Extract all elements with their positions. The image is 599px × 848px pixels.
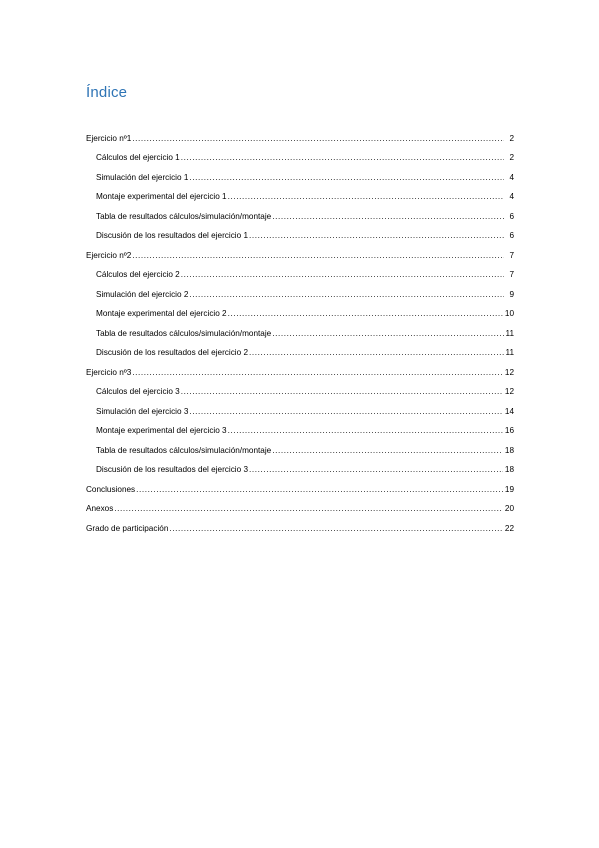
toc-entry-label: Ejercicio nº2 [86,250,132,260]
toc-entry-page-number: 2 [504,134,514,144]
toc-entry-page-number: 11 [505,348,514,357]
toc-entry-subsection[interactable] [86,261,514,281]
toc-dot-leader [136,485,503,495]
toc-entry-subsection[interactable] [86,456,514,476]
toc-dot-leader [228,426,503,436]
toc-entry-label: Simulación del ejercicio 2 [96,289,189,299]
toc-dot-leader [114,504,503,514]
toc-entry-label: Cálculos del ejercicio 2 [96,270,180,279]
toc-entry-page-number: 18 [504,465,514,474]
toc-dot-leader [181,387,503,397]
toc-entry-label: Montaje experimental del ejercicio 2 [96,309,227,318]
toc-dot-leader [189,290,504,300]
toc-entry-label: Tabla de resultados cálculos/simulación/montaje [96,445,272,455]
toc-entry-label: Anexos [86,504,114,513]
toc-entry-subsection[interactable] [86,339,514,359]
toc-entry-page-number: 2 [504,153,514,163]
toc-entry-label: Simulación del ejercicio 1 [96,172,189,182]
toc-entry-page-number: 22 [504,523,514,533]
toc-dot-leader [228,192,504,202]
toc-entry-section[interactable] [86,514,514,534]
toc-entry-section[interactable] [86,475,514,495]
toc-entry-subsection[interactable] [86,436,514,456]
toc-entry-page-number: 14 [504,406,514,416]
toc-entry-page-number: 20 [504,504,514,513]
toc-dot-leader [249,465,503,475]
toc-entry-label: Simulación del ejercicio 3 [96,406,189,416]
toc-entry-subsection[interactable] [86,417,514,437]
toc-entry-subsection[interactable] [86,378,514,398]
toc-entry-label: Ejercicio nº3 [86,367,132,377]
toc-entry-page-number: 18 [504,445,514,455]
toc-entry-page-number: 19 [504,484,514,494]
toc-entry-page-number: 4 [504,192,514,202]
toc-entry-page-number: 12 [504,387,514,396]
toc-entry-page-number: 10 [504,309,514,318]
toc-entry-page-number: 9 [504,290,514,300]
toc-dot-leader [181,270,504,280]
toc-entry-label: Cálculos del ejercicio 3 [96,387,180,396]
toc-dot-leader [189,407,503,417]
table-of-contents [86,124,514,534]
toc-title: Índice [86,84,128,101]
toc-entry-subsection[interactable] [86,300,514,320]
toc-entry-label: Tabla de resultados cálculos/simulación/montaje [96,328,272,338]
toc-dot-leader [249,231,504,241]
toc-entry-label: Montaje experimental del ejercicio 3 [96,426,227,435]
toc-entry-label: Conclusiones [86,484,136,494]
toc-entry-label: Tabla de resultados cálculos/simulación/montaje [96,211,272,221]
toc-entry-label: Grado de participación [86,523,169,533]
toc-dot-leader [132,251,504,261]
toc-entry-subsection[interactable] [86,144,514,164]
toc-entry-subsection[interactable] [86,202,514,222]
toc-dot-leader [272,212,504,222]
toc-entry-page-number: 11 [505,328,514,338]
toc-entry-page-number: 6 [504,212,514,222]
toc-entry-section[interactable] [86,124,514,144]
toc-entry-label: Discusión de los resultados del ejercicio 2 [96,348,249,357]
toc-entry-subsection[interactable] [86,183,514,203]
toc-dot-leader [249,348,503,358]
toc-entry-page-number: 7 [504,251,514,261]
toc-dot-leader [189,173,504,183]
toc-dot-leader [132,134,504,144]
toc-dot-leader [181,153,504,163]
toc-entry-label: Ejercicio nº1 [86,133,132,143]
toc-entry-subsection[interactable] [86,319,514,339]
toc-entry-section[interactable] [86,495,514,515]
toc-dot-leader [169,524,503,534]
toc-entry-label: Discusión de los resultados del ejercicio 3 [96,465,249,474]
toc-dot-leader [272,446,503,456]
toc-entry-page-number: 7 [504,270,514,280]
toc-dot-leader [228,309,503,319]
toc-entry-label: Montaje experimental del ejercicio 1 [96,192,227,201]
toc-dot-leader [132,368,503,378]
toc-entry-subsection[interactable] [86,222,514,242]
toc-entry-page-number: 6 [504,231,514,241]
toc-entry-subsection[interactable] [86,397,514,417]
toc-dot-leader [272,329,503,339]
toc-entry-subsection[interactable] [86,280,514,300]
toc-entry-label: Discusión de los resultados del ejercicio 1 [96,231,249,240]
toc-entry-label: Cálculos del ejercicio 1 [96,153,180,162]
toc-entry-page-number: 12 [504,367,514,377]
toc-entry-subsection[interactable] [86,163,514,183]
toc-entry-section[interactable] [86,358,514,378]
toc-entry-page-number: 4 [504,173,514,183]
toc-entry-section[interactable] [86,241,514,261]
toc-entry-page-number: 16 [504,426,514,435]
